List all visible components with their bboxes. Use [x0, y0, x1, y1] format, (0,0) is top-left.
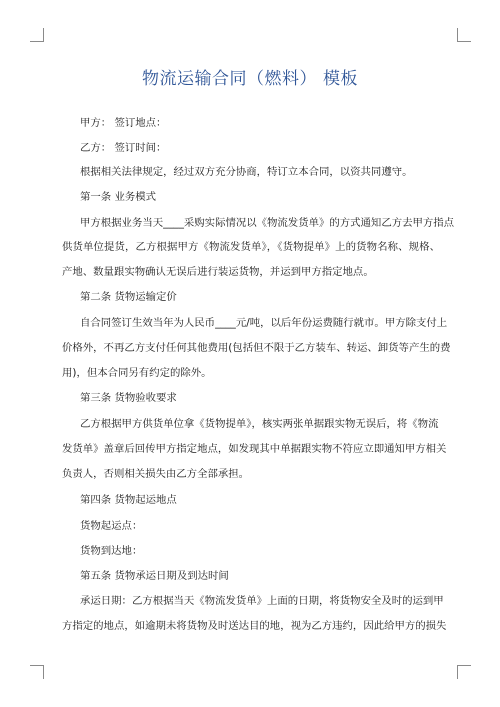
article-3-heading: 第三条 货物验收要求: [80, 392, 177, 404]
preamble-line: 根据相关法律规定，经过双方充分协商，特订立本合同，以资共同遵守。: [80, 166, 413, 178]
article-2-text-line-2: 价格外，不再乙方支付任何其他费用(包括但不限于乙方装车、转运、卸货等产生的费: [62, 342, 451, 354]
article-3-text-line-3: 负责人，否则相关损失由乙方全部承担。: [62, 468, 250, 480]
party-b-line: 乙方： 签订时间：: [80, 142, 167, 154]
origin-point-line: 货物起运点：: [80, 520, 143, 532]
document-title: 物流运输合同（燃料） 模板: [142, 69, 358, 89]
article-1-heading: 第一条 业务模式: [80, 191, 157, 203]
article-2-text-line-1: 自合同签订生效当年为人民币____元/吨，以后年份运费随行就市。甲方除支付上: [80, 317, 448, 329]
article-3-text-line-2: 发货单》盖章后回传甲方指定地点，如发现其中单据跟实物不符应立即通知甲方相关: [62, 443, 447, 455]
article-5-heading: 第五条 货物承运日期及到达时间: [80, 570, 229, 582]
destination-line: 货物到达地：: [80, 545, 143, 557]
article-1-text-line-3: 产地、数量跟实物确认无误后进行装运货物，并运到甲方指定地点。: [62, 266, 374, 278]
crop-mark-top-right: [457, 28, 471, 42]
party-a-line: 甲方： 签订地点：: [80, 117, 167, 129]
article-5-text-line-1: 承运日期：乙方根据当天《物流发货单》上面的日期，将货物安全及时的运到甲: [80, 595, 444, 607]
article-2-heading: 第二条 货物运输定价: [80, 291, 177, 303]
article-1-text-line-2: 供货单位提货，乙方根据甲方《物流发货单》，《货物提单》上的货物名称、规格、: [62, 241, 440, 253]
article-1-text-line-1: 甲方根据业务当天____采购实际情况以《物流发货单》的方式通知乙方去甲方指点: [80, 217, 455, 229]
article-4-heading: 第四条 货物起运地点: [80, 494, 177, 506]
article-3-text-line-1: 乙方根据甲方供货单位拿《货物提单》，核实两张单据跟实物无误后，将《物流: [80, 418, 439, 430]
crop-mark-bottom-right: [457, 665, 471, 679]
article-2-text-line-3: 用)，但本合同另有约定的除外。: [62, 367, 212, 379]
crop-mark-top-left: [30, 28, 44, 42]
article-5-text-line-2: 方指定的地点，如逾期未将货物及时送达目的地，视为乙方违约，因此给甲方的损失: [62, 620, 447, 632]
crop-mark-bottom-left: [30, 665, 44, 679]
